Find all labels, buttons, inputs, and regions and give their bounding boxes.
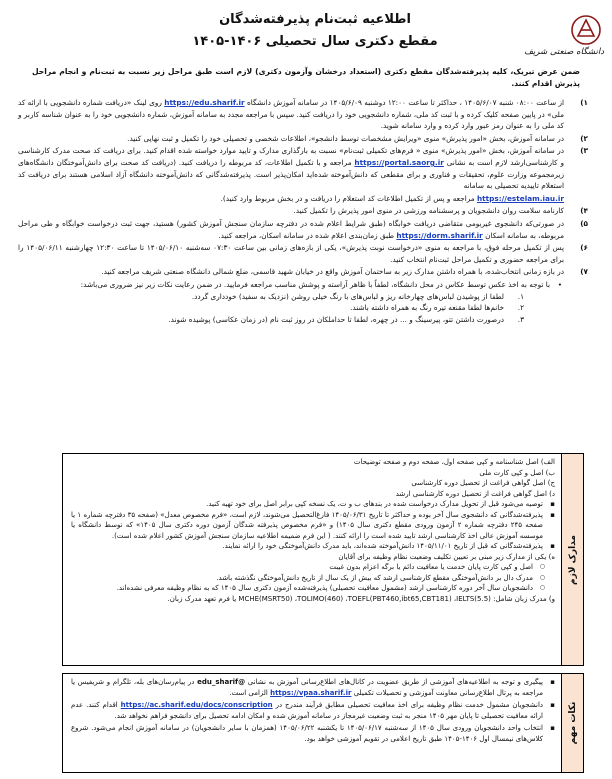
photo-rule-number: ۳.	[517, 314, 524, 324]
step-link[interactable]: https://edu.sharif.ir	[164, 98, 245, 107]
note-link[interactable]: https://ac.sharif.edu/docs/conscription	[120, 701, 273, 709]
logo-text: دانشگاه صنعتی شریف	[524, 47, 604, 57]
required-document-item: ه) یکی از مدارک زیر مبنی بر تعیین تکلیف وضعیت نظام وظیفه برای آقایان	[338, 552, 555, 561]
step-number: ۳)	[580, 146, 588, 156]
step-text: در بازه زمانی انتخاب‌شده، با همراه داشتن مدارک زیر به ساختمان آموزش واقع در خیابان شهید قاسمی، ضلع شمالی دانشگاه صنعتی شریف مراجعه کنید.	[101, 267, 564, 277]
important-note-item	[71, 700, 555, 721]
required-document-item: ○ اصل و کپی کارت پایان خدمت یا معافیت دائم یا برگه اعزام بدون غیبت	[71, 562, 555, 573]
step-text-continued: مراجعه و با تکمیل اطلاعات، کد مربوطه را دریافت کنید. (دریافت کد صحت برای دانش‌آموختگان دانشگاه‌های زیرمجموعه وزارت علوم، تحقیقات و فناوری و برای مقطعی که دانش‌آموخته شده‌اید امکان‌پذیر است. پذیرفته‌شدگانی که دانش‌آموخته دانشگاه آزاد اسلامی هستند برای دریافت کد استعلام تاییدیه تحصیلی به سامانه	[18, 157, 564, 191]
photo-rule-item	[14, 314, 594, 326]
step-link[interactable]: https://portal.saorg.ir	[354, 157, 444, 167]
important-note-item	[71, 677, 555, 698]
note-text: انتخاب واحد دانشجویان ورودی سال ۱۴۰۵ از سه‌شنبه ۱۴۰۵/۰۶/۱۷ تا یکشنبه ۱۴۰۵/۰۶/۲۲ (همزمان با سایر دانشجویان) در سامانه آموزش انجام می‌شود. شروع کلاس‌های نیمسال اول ۱۴۰۶-۱۴۰۵ طبق تاریخ اعلامی در تقویم آموزشی خواهد بود.	[71, 724, 543, 743]
step-text-continued: طبق زمان‌بندی اعلام شده در سامانه اسکان، مراجعه کنید.	[218, 230, 395, 240]
page-title: اطلاعیه ثبت‌نام پذیرفته‌شدگان	[219, 12, 411, 27]
required-document-item: ▪ توصیه می‌شود قبل از تحویل مدارک درخواست شده در بندهای ب و ت، یک نسخه کپی برابر اصل برای خود تهیه کنید.	[71, 499, 555, 510]
channel-handle: @edu_sharif	[197, 678, 246, 686]
step-number: ۶)	[580, 243, 588, 253]
photo-rule-item	[14, 302, 594, 314]
required-document-item: ▪ پذیرفته‌شدگانی که قبل از تاریخ ۱۴۰۵/۱۱/۰۱ دانش‌آموخته شده‌اند، باید مدرک دانش‌آموختگی خود را ارائه نمایند.	[71, 541, 555, 552]
note-tail: الزامی است.	[229, 688, 271, 697]
step-text-continued: مراجعه و پس از تکمیل اطلاعات کد استعلام را دریافت و در بخش مربوط وارد کنید).	[220, 193, 475, 203]
note-tail: اقدام کنند. عدم ارائه معافیت تحصیلی تا پایان مهر ۱۴۰۵ منجر به ثبت وضعیت غیرمجاز در سامانه آموزش شده و امکان ادامه تحصیل برای دانشجو فراهم نخواهد شد.	[71, 701, 543, 720]
note-text: دانشجویان مشمول خدمت نظام وظیفه برای اخذ معافیت تحصیلی مطابق فرآیند مندرج در	[275, 701, 544, 709]
required-document-item: ▪ پذیرفته‌شدگانی که دانشجوی سال آخر بوده و حداکثر تا تاریخ ۱۴۰۵/۰۶/۳۱ فارغ‌التحصیل می‌شوند، لازم است، «فرم مخصوص معدل» (صفحه ۳۵ دفترچه شماره ۱ یا صفحه ۲۴۵ دفترچه شماره ۲ آزمون ورودی مقطع دکتری سال ۱۴۰۵) و «فرم مخصوص پذیرفته شدگان آزمون دوره دکتری سال ۱۴۰۵» که توسط دانشگاه یا موسسه آموزش عالی اخذ کارشناسی ارشد تایید شده است را ارائه کنند. ( این فرم ضمیمه اطلاعیه سازمان سنجش آموزش کشور اعلام شده است).	[71, 510, 555, 542]
required-document-item: ج) اصل گواهی فراغت از تحصیل دوره کارشناسی	[411, 479, 555, 487]
important-notes-list	[63, 674, 561, 744]
step-item	[14, 242, 594, 265]
required-documents-list	[63, 454, 561, 604]
required-document-item: الف) اصل شناسنامه و کپی صفحه اول، صفحه دوم و صفحه توضیحات	[353, 458, 555, 466]
bullet-icon: •	[557, 279, 562, 289]
required-document-item: ○ دانشجویان سال آخر دوره کارشناسی ارشد (مشمول معافیت تحصیلی) پذیرفته‌شده آزمون دکتری سال ۱۴۰۵ که به نظام وظیفه معرفی نشده‌اند.	[71, 583, 555, 594]
page-subtitle: مقطع دکتری سال تحصیلی ۱۴۰۶-۱۴۰۵	[192, 34, 438, 49]
photo-rule-item	[14, 291, 594, 303]
photo-rule-text: لطفا از پوشیدن لباس‌های چهارخانه ریز و لباس‌های با رنگ خیلی روشن (نزدیک به سفید) خودداری گردد.	[191, 291, 504, 301]
note-text-continued: در پیام‌رسان‌های بله، تلگرام و شریفیس یا مراجعه به پرتال اطلاع‌رسانی معاونت آموزشی و تحصیلات تکمیلی	[71, 678, 543, 697]
photo-rule-number: ۲.	[517, 303, 524, 313]
university-logo	[482, 10, 604, 62]
required-document-item: و) مدرک زبان شامل: MCHE(MSRT50) ،TOLIMO(460) ،TOEFL(PBT460,ibt65,CBT181) ،IELTS(5.5) یا فرم تعهد مدرک زبان.	[167, 594, 555, 603]
step-text: در صورتی‌که دانشجوی غیربومی متقاضی دریافت خوابگاه (طبق شرایط اعلام شده در دفترچه سازمان سنجش آموزش کشور) هستید، جهت ثبت درخواست خوابگاه و طی مراحل مربوطه، به سامانه اسکان	[18, 218, 564, 240]
step-number: ۴)	[580, 206, 588, 216]
photo-rule-text: درصورت داشتن تتو، پیرسینگ و ... در چهره، لطفا تا حداملکان در روز ثبت نام (در زمان عکاسی) پوشیده شوند.	[168, 314, 504, 324]
step-text: پس از تکمیل مرحله فوق، با مراجعه به منوی «درخواست نوبت پذیرش»، یکی از بازه‌های زمانی بین ساعت ۰۷:۳۰ سه‌شنبه ۱۴۰۵/۰۶/۱۰ تا ساعت ۱۲:۳۰ چهارشنبه ۱۴۰۵/۰۶/۱۱ را برای مراجعه حضوری و تکمیل مراحل ثبت‌نام انتخاب کنید.	[18, 243, 564, 264]
step-text: در سامانه آموزش، بخش «امور پذیرش» منوی « فرم‌های تکمیلی ثبت‌نام» نسبت به بارگذاری مدارک و تایید موارد خواسته شده اقدام کنید. برای دریافت کد صحت مدرک کارشناسی و کارشناسی‌ارشد لازم است به نشانی	[18, 146, 564, 167]
step-item	[14, 266, 594, 278]
note-text: پیگیری و توجه به اطلاعیه‌های آموزشی از طریق عضویت در کانال‌های اطلاع‌رسانی آموزش به نشانی	[245, 678, 543, 686]
step-item	[14, 97, 594, 132]
step-link[interactable]: https://dorm.sharif.ir	[396, 230, 483, 240]
photo-rule-number: ۱.	[517, 291, 524, 301]
step-text: در سامانه آموزش، بخش «امور پذیرش» منوی «ویرایش مشخصات توسط دانشجو»، اطلاعات شخصی و تحصیلی خود را تکمیل و ثبت نهایی کنید.	[127, 133, 564, 143]
step-text-continued: روی لینک «دریافت شماره دانشجویی با ارائه کد ملی» در پایین صفحه کلیک کرده و با ثبت کد ملی، شماره دانشجویی خود را دریافت کنید. سپس با مراجعه مجدد به سامانه آموزش، شماره دانشجویی خود را به عنوان شناسه کاربر و کد ملی را به عنوان رمز عبور وارد کرده و وارد سامانه شوید.	[18, 98, 564, 131]
important-notes-title: نکات مهم	[567, 701, 578, 745]
step-text: از ساعت ۰۸:۰۰ شنبه ۱۴۰۵/۶/۰۷ ، حداکثر تا ساعت ۱۲:۰۰ دوشنبه ۱۴۰۵/۶/۰۹ در سامانه آموزش دانشگاه	[246, 98, 564, 107]
step-number: ۲)	[580, 133, 588, 143]
step-link[interactable]: https://estelam.iau.ir	[476, 193, 564, 203]
required-document-item: د) اصل گواهی فراغت از تحصیل دوره کارشناسی ارشد	[395, 489, 555, 498]
step-item	[14, 145, 594, 191]
step-number: ۱)	[580, 98, 588, 107]
step-item	[14, 133, 594, 145]
step-item	[14, 218, 594, 241]
important-notes-label	[562, 673, 584, 773]
step-item	[14, 193, 594, 205]
photo-note-text: با توجه به اخذ عکس توسط عکاس در محل دانشگاه، لطفاً با ظاهر آراسته و پوشش مناسب مراجعه فرمایید. در ضمن رعایت نکات زیر نیز ضروری می‌باشد:	[80, 279, 550, 289]
important-note-item	[71, 723, 555, 744]
note-link[interactable]: https://vpaa.sharif.ir	[270, 688, 352, 697]
step-item	[14, 205, 594, 217]
step-number: ۷)	[580, 267, 588, 277]
photo-note	[14, 279, 594, 291]
required-documents-label	[562, 453, 584, 666]
header	[0, 4, 612, 64]
step-text: کارنامه سلامت روان دانشجویان و پرسشنامه ورزشی در منوی امور پذیرش را تکمیل کنید.	[293, 206, 564, 216]
photo-rule-text: خانم‌ها لطفا مقنعه تیره رنگ به همراه داشته باشند.	[350, 303, 504, 313]
steps-list	[14, 97, 594, 325]
important-notes-box	[62, 673, 562, 773]
step-number: ۵)	[580, 218, 588, 228]
required-document-item: ○ مدرک دال بر دانش‌آموختگی مقطع کارشناسی ارشد که بیش از یک سال از تاریخ دانش‌آموختگی نگذشته باشد.	[71, 573, 555, 584]
required-documents-title: مدارک لازم	[567, 534, 578, 585]
intro-paragraph: ضمن عرض تبریک، کلیه پذیرفته‌شدگان مقطع دکتری (استعداد درخشان وآزمون دکتری) لازم است طبق مراحل زیر نسبت به ثبت‌نام و انجام مراحل پذیرش اقدام کنند.	[32, 67, 580, 88]
required-document-item: ب) اصل و کپی کارت ملی	[479, 468, 555, 477]
required-documents-box	[62, 453, 562, 666]
